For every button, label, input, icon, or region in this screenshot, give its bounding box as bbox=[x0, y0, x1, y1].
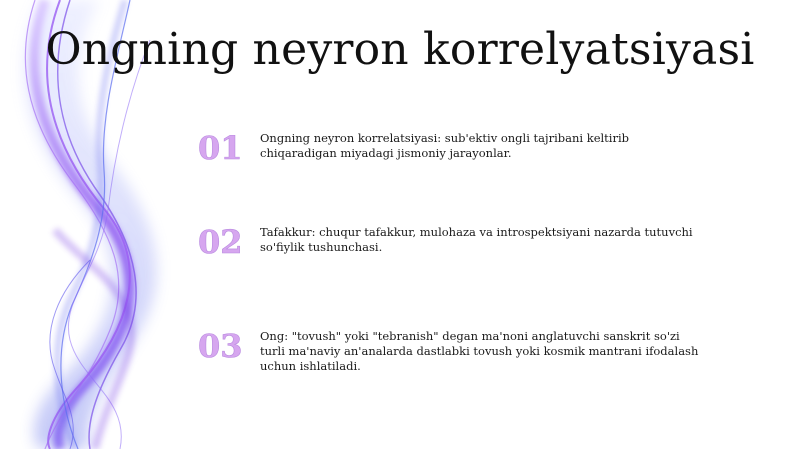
item-number: 01 bbox=[198, 129, 243, 167]
item-number: 02 bbox=[198, 223, 243, 261]
item-number: 03 bbox=[198, 327, 243, 365]
item-text: Ongning neyron korrelatsiyasi: sub'ektiv ongli tajribani keltirib chiqaradigan miyadagi jismoniy jarayonlar. bbox=[260, 131, 630, 160]
item-text: Ong: "tovush" yoki "tebranish" degan ma'noni anglatuvchi sanskrit so'zi turli ma'naviy an'analarda dastlabki tovush yoki kosmik mantrani ifodalash uchun ishlatiladi. bbox=[260, 329, 699, 373]
page-title: Ongning neyron korrelyatsiyasi bbox=[45, 24, 755, 75]
item-text: Tafakkur: chuqur tafakkur, mulohaza va introspektsiyani nazarda tutuvchi so'fiylik tushunchasi. bbox=[260, 225, 693, 254]
